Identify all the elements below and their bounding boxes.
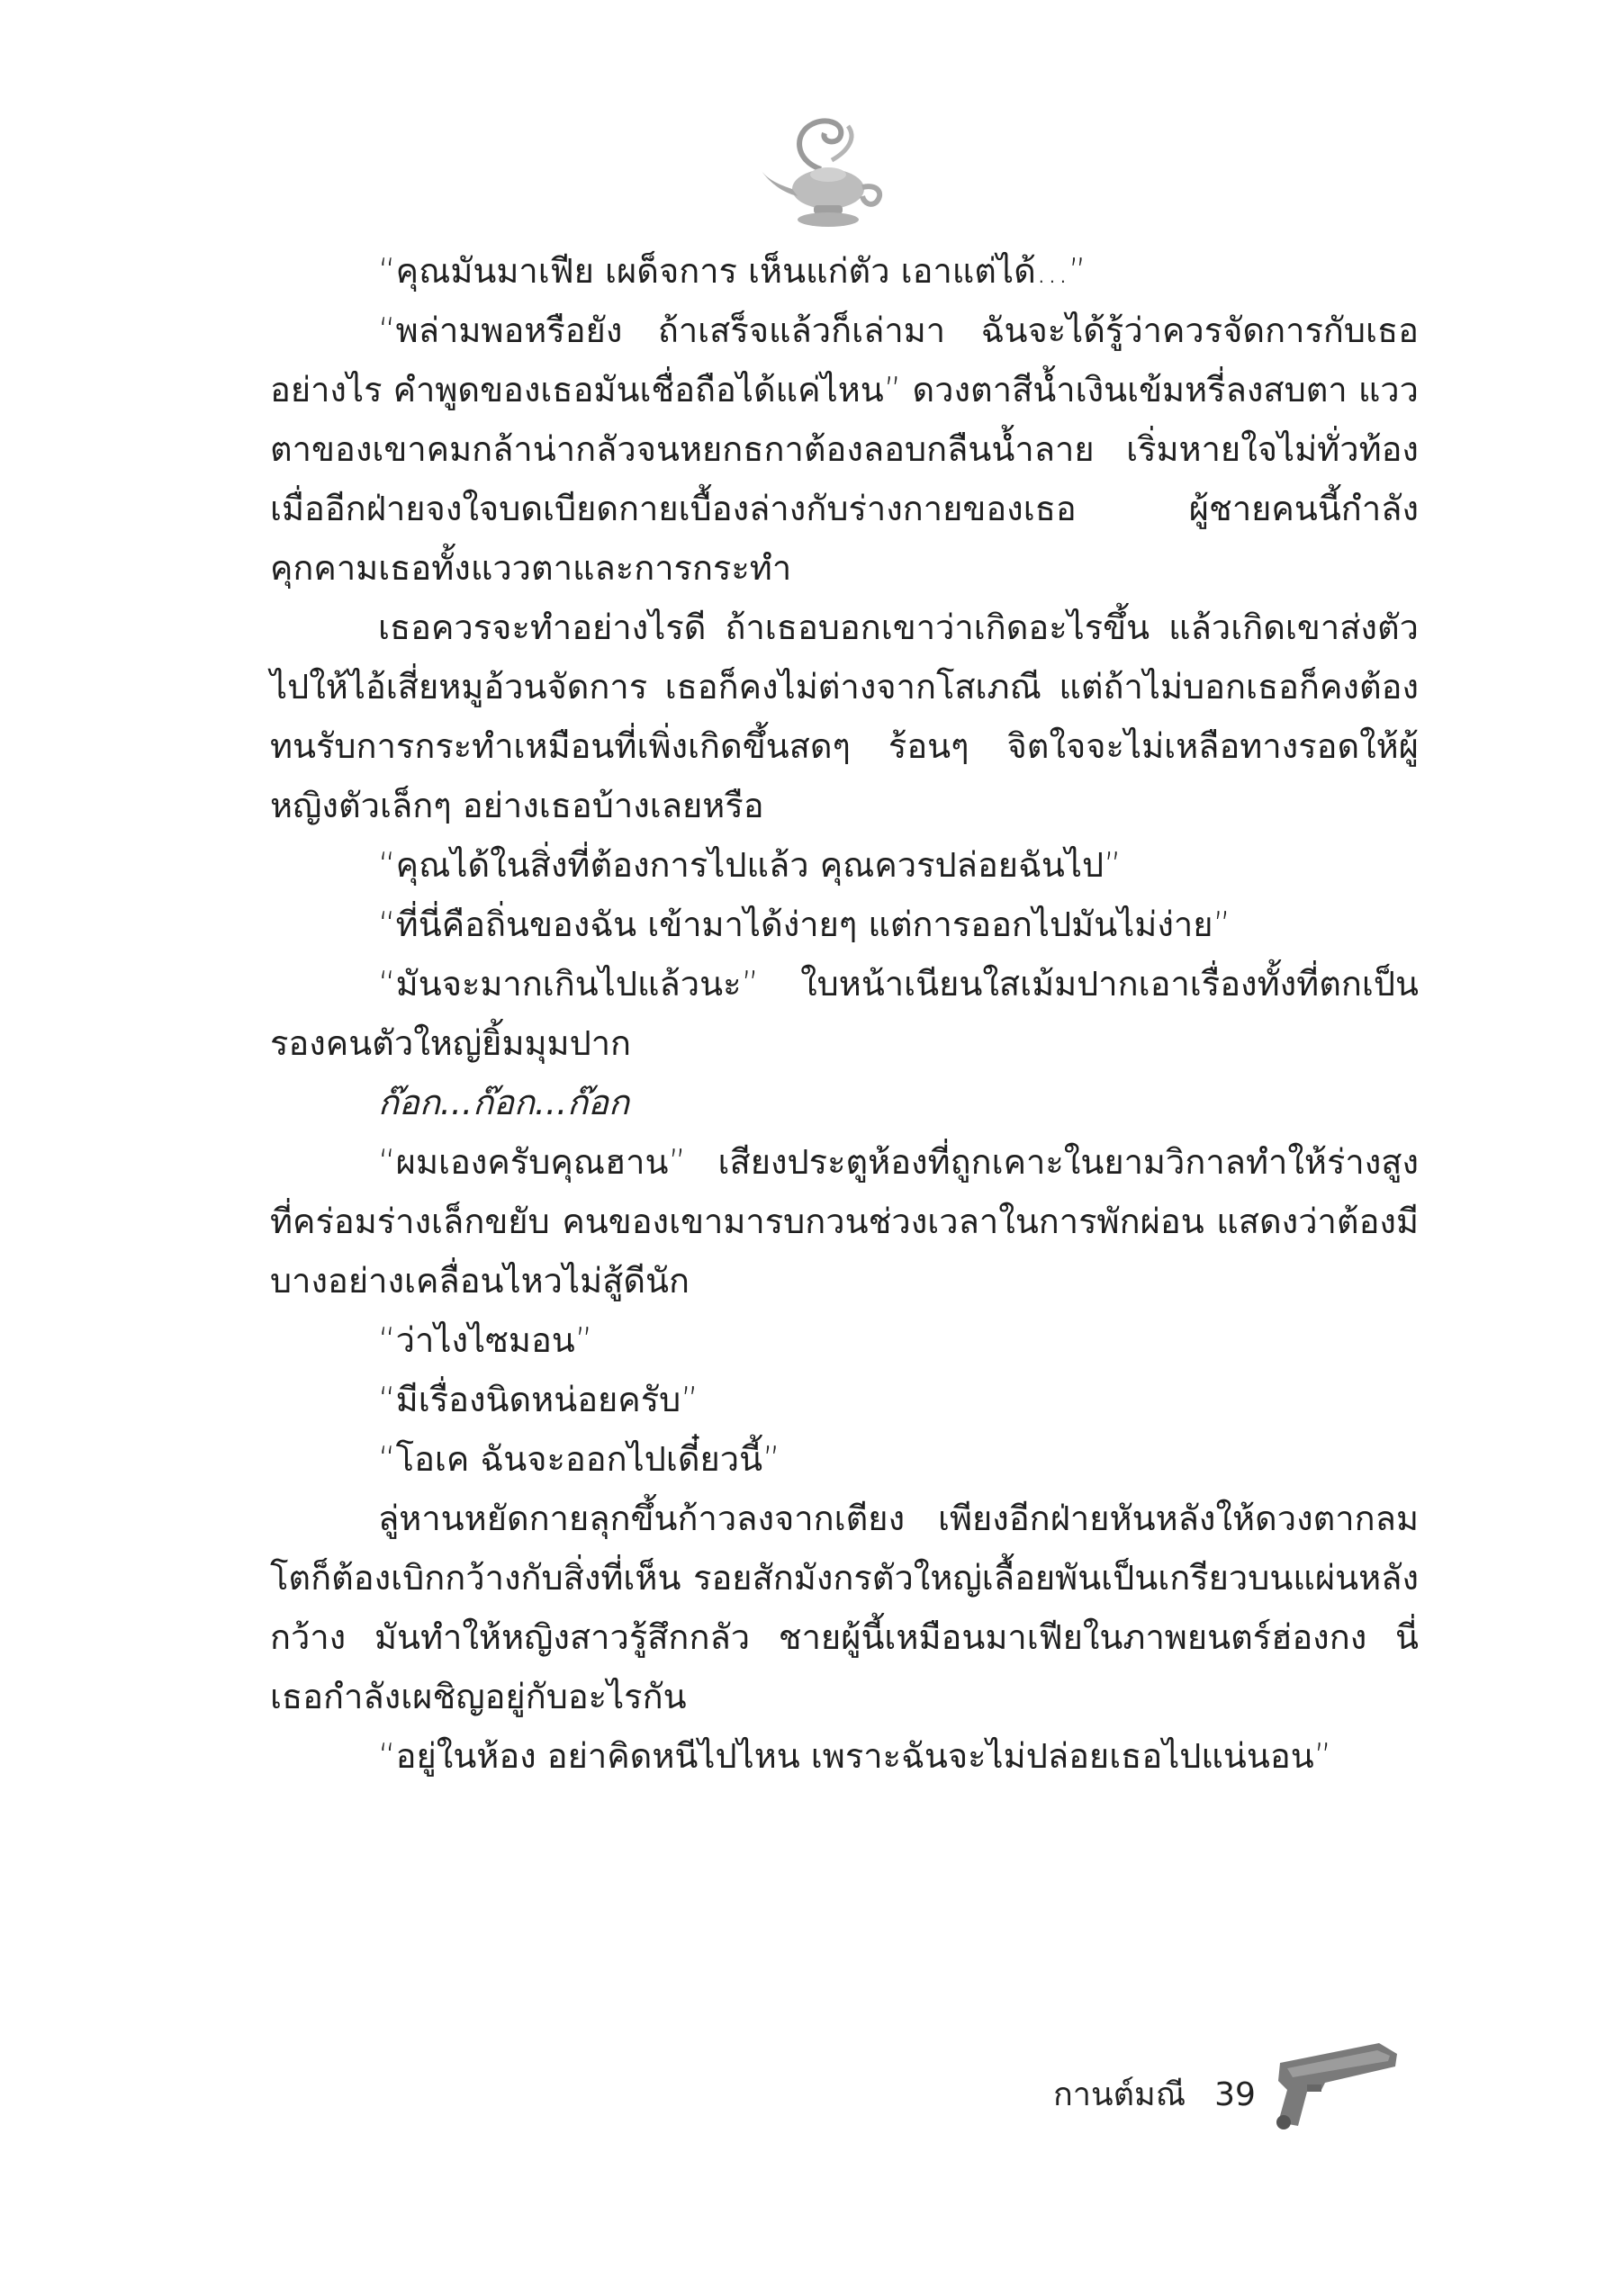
pistol-icon bbox=[1271, 2036, 1406, 2144]
paragraph: “มันจะมากเกินไปแล้วนะ” ใบหน้าเนียนใสเม้มปากเอาเรื่องทั้งที่ตกเป็นรองคนตัวใหญ่ยิ้มมุมปาก bbox=[270, 964, 1419, 1063]
paragraph: “อยู่ในห้อง อย่าคิดหนีไปไหน เพราะฉันจะไม่ปล่อยเธอไปแน่นอน” bbox=[378, 1736, 1332, 1776]
page-number: 39 bbox=[1214, 2076, 1256, 2113]
page-footer bbox=[1053, 2068, 1256, 2120]
paragraph: เธอควรจะทำอย่างไรดี ถ้าเธอบอกเขาว่าเกิดอะไรขึ้น แล้วเกิดเขาส่งตัวไปให้ไอ้เสี่ยหมูอ้วนจัดการ เธอก็คงไม่ต่างจากโสเภณี แต่ถ้าไม่บอกเธอก็คงต้องทนรับการกระทำเหมือนที่เพิ่งเกิดขึ้นสดๆ ร้อนๆ จิตใจจะไม่เหลือทางรอดให้ผู้หญิงตัวเล็กๆ อย่างเธอบ้างเลยหรือ bbox=[270, 608, 1419, 825]
paragraph: “คุณมันมาเฟีย เผด็จการ เห็นแก่ตัว เอาแต่ได้...” bbox=[378, 251, 1087, 291]
author-name: กานต์มณี bbox=[1053, 2076, 1186, 2113]
story-text bbox=[270, 241, 1419, 1786]
paragraph: “ผมเองครับคุณฮาน” เสียงประตูห้องที่ถูกเคาะในยามวิกาลทำให้ร่างสูงที่คร่อมร่างเล็กขยับ คนของเขามารบกวนช่วงเวลาในการพักผ่อน แสดงว่าต้องมีบางอย่างเคลื่อนไหวไม่สู้ดีนัก bbox=[270, 1142, 1419, 1301]
magic-lamp-icon bbox=[758, 106, 893, 232]
paragraph: “พล่ามพอหรือยัง ถ้าเสร็จแล้วก็เล่ามา ฉันจะได้รู้ว่าควรจัดการกับเธออย่างไร คำพูดของเธอมันเชื่อถือได้แค่ไหน” ดวงตาสีน้ำเงินเข้มหรี่ลงสบตา แววตาของเขาคมกล้าน่ากลัวจนหยกธกาต้องลอบกลืนน้ำลาย เริ่มหายใจไม่ทั่วท้อง เมื่ออีกฝ่ายจงใจบดเบียดกายเบื้องล่างกับร่างกายของเธอ ผู้ชายคนนี้กำลังคุกคามเธอทั้งแววตาและการกระทำ bbox=[270, 311, 1419, 588]
paragraph: “ว่าไงไซมอน” bbox=[378, 1320, 593, 1360]
paragraph: “คุณได้ในสิ่งที่ต้องการไปแล้ว คุณควรปล่อยฉันไป” bbox=[378, 845, 1122, 885]
paragraph: “โอเค ฉันจะออกไปเดี๋ยวนี้” bbox=[378, 1439, 780, 1479]
paragraph: ลู่หานหยัดกายลุกขึ้นก้าวลงจากเตียง เพียงอีกฝ่ายหันหลังให้ดวงตากลมโตก็ต้องเบิกกว้างกับสิ่งที่เห็น รอยสักมังกรตัวใหญ่เลื้อยพันเป็นเกรียวบนแผ่นหลังกว้าง มันทำให้หญิงสาวรู้สึกกลัว ชายผู้นี้เหมือนมาเฟียในภาพยนตร์ฮ่องกง นี่เธอกำลังเผชิญอยู่กับอะไรกัน bbox=[270, 1499, 1419, 1716]
paragraph: “ที่นี่คือถิ่นของฉัน เข้ามาได้ง่ายๆ แต่การออกไปมันไม่ง่าย” bbox=[378, 905, 1231, 944]
paragraph: “มีเรื่องนิดหน่อยครับ” bbox=[378, 1380, 699, 1419]
paragraph-knocking: ก๊อก...ก๊อก...ก๊อก bbox=[378, 1083, 629, 1122]
